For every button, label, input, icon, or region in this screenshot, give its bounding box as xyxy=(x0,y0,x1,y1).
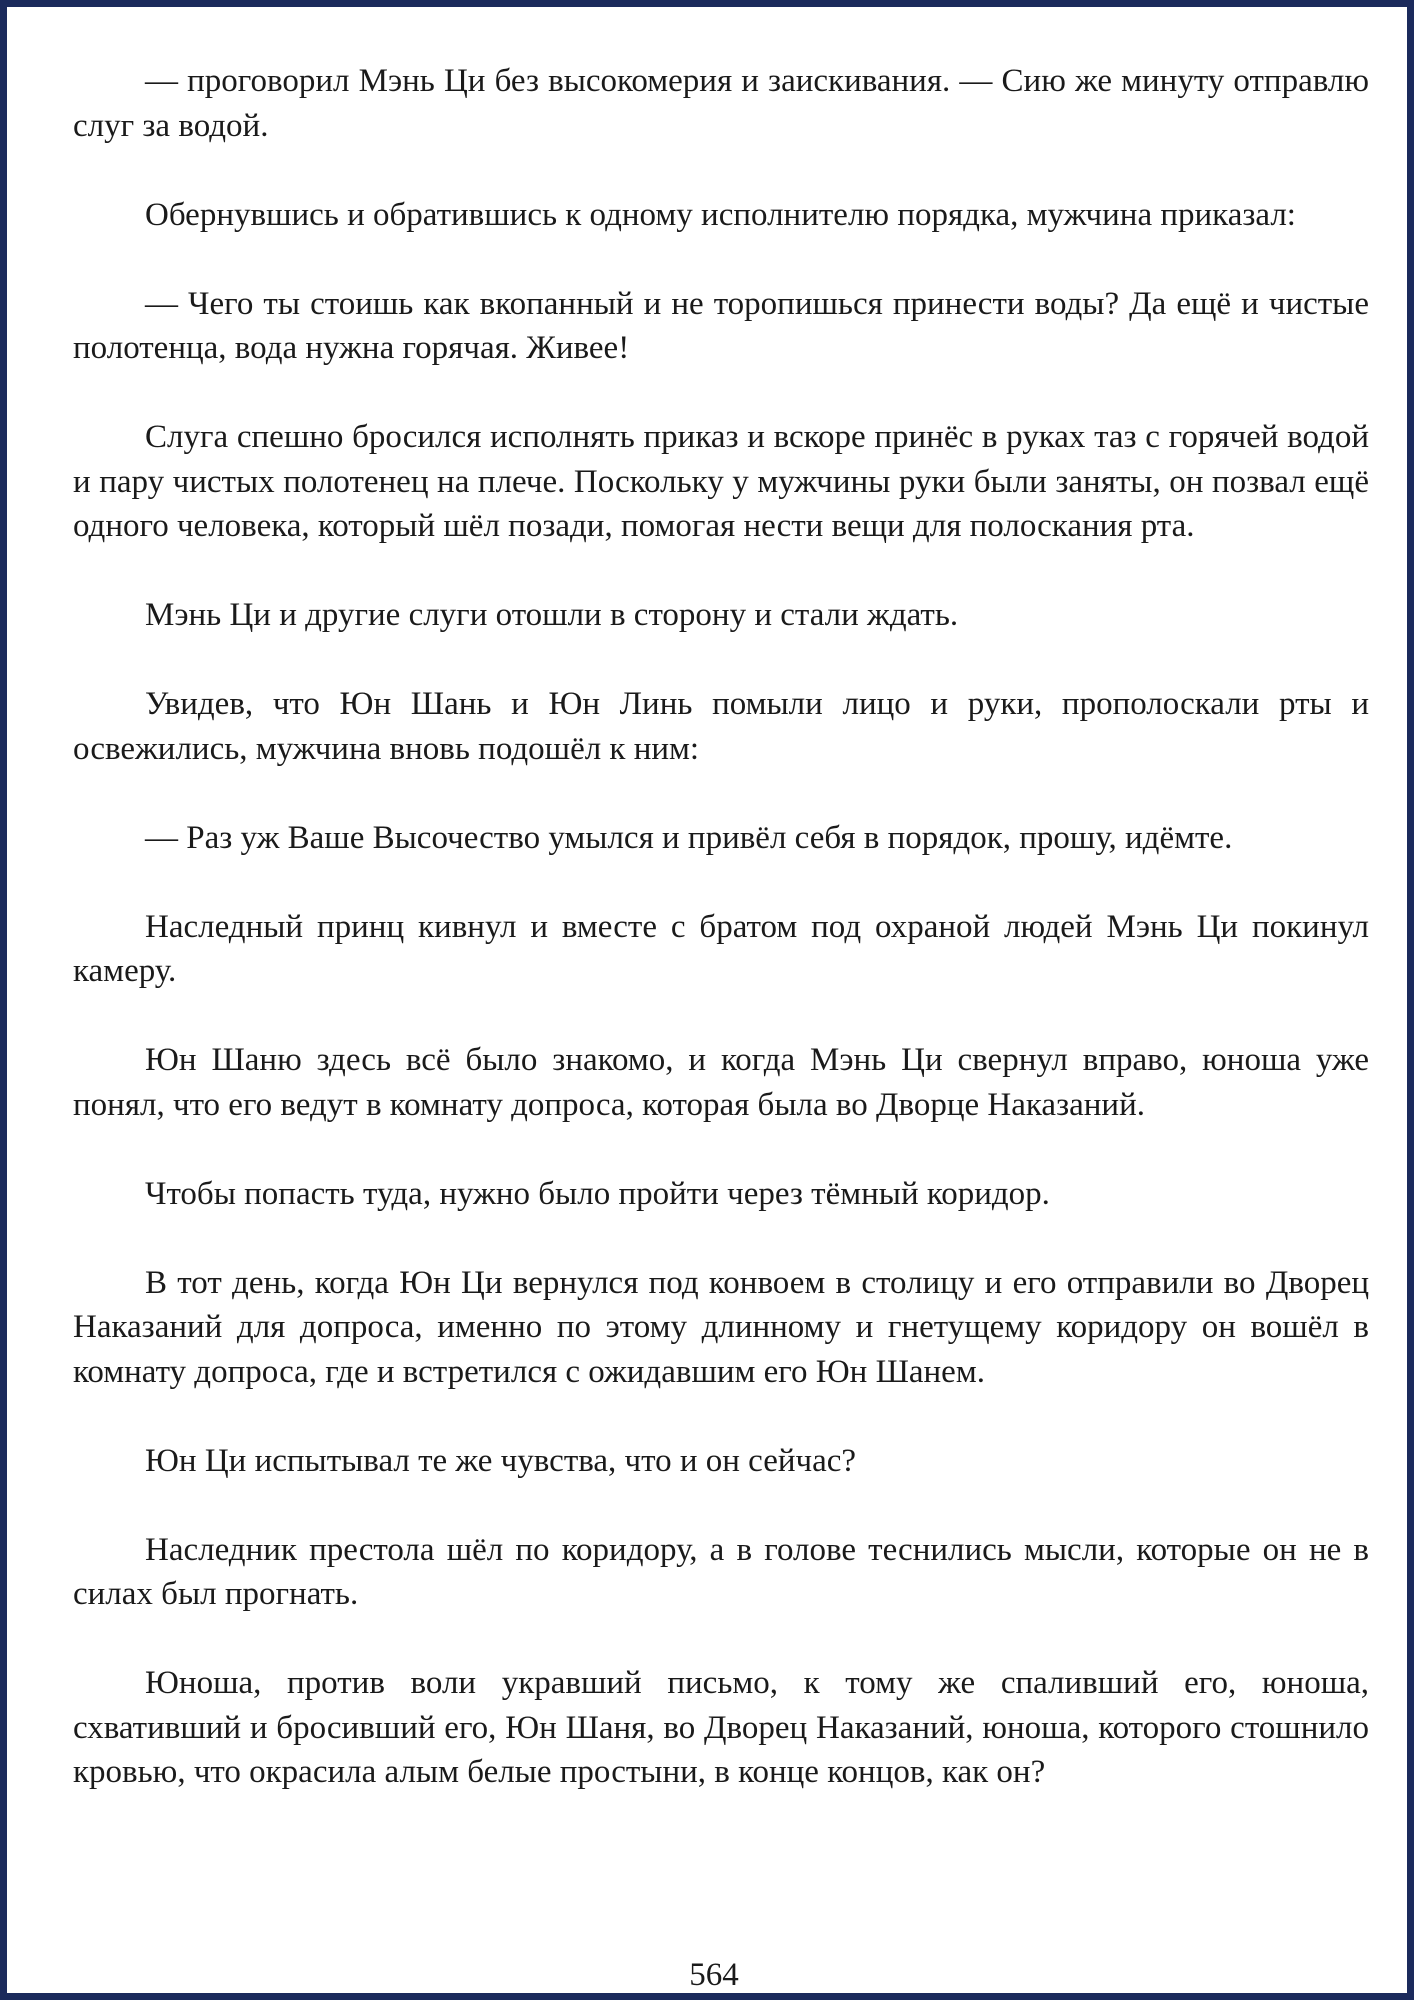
paragraph-2: Обернувшись и обратившись к одному исполнителю порядка, мужчина приказал: xyxy=(145,196,1296,233)
paragraph-13: Наследник престола шёл по коридору, а в голове теснились мысли, которые он не в силах был прогнать. xyxy=(73,1531,1369,1612)
paragraph-7: — Раз уж Ваше Высочество умылся и привёл себя в порядок, прошу, идёмте. xyxy=(145,819,1233,856)
paragraph-1: — проговорил Мэнь Ци без высокомерия и заискивания. — Сию же минуту отправлю слуг за водой. xyxy=(73,63,1369,144)
paragraph-12: Юн Ци испытывал те же чувства, что и он сейчас? xyxy=(145,1442,857,1479)
paragraph-11: В тот день, когда Юн Ци вернулся под конвоем в столицу и его отправили во Дворец Наказаний для допроса, именно по этому длинному и гнетущему коридору он вошёл в комнату допроса, где и встретился с ожидавшим его Юн Шанем. xyxy=(73,1264,1369,1390)
page-number: 564 xyxy=(689,1957,739,1993)
paragraph-3: — Чего ты стоишь как вкопанный и не торопишься принести воды? Да ещё и чистые полотенца, вода нужна горячая. Живее! xyxy=(73,285,1369,366)
paragraph-5: Мэнь Ци и другие слуги отошли в сторону и стали ждать. xyxy=(145,597,959,633)
body-text xyxy=(73,59,1369,1839)
paragraph-14: Юноша, против воли укравший письмо, к тому же спаливший его, юноша, схвативший и бросивший его, Юн Шаня, во Дворец Наказаний, юноша, которого стошнило кровью, что окрасила алым белые простыни, в конце концов, как он? xyxy=(73,1665,1369,1790)
paragraph-10: Чтобы попасть туда, нужно было пройти через тёмный коридор. xyxy=(145,1175,1050,1212)
paragraph-6: Увидев, что Юн Шань и Юн Линь помыли лицо и руки, прополоскали рты и освежились, мужчина вновь подошёл к ним: xyxy=(73,686,1369,767)
paragraph-9: Юн Шаню здесь всё было знакомо, и когда Мэнь Ци свернул вправо, юноша уже понял, что его ведут в комнату допроса, которая была во Дворце Наказаний. xyxy=(73,1042,1369,1123)
paragraph-8: Наследный принц кивнул и вместе с братом под охраной людей Мэнь Ци покинул камеру. xyxy=(73,908,1369,989)
paragraph-4: Слуга спешно бросился исполнять приказ и вскоре принёс в руках таз с горячей водой и пару чистых полотенец на плече. Поскольку у мужчины руки были заняты, он позвал ещё одного человека, который шёл позади, помогая нести вещи для полоскания рта. xyxy=(73,419,1369,544)
